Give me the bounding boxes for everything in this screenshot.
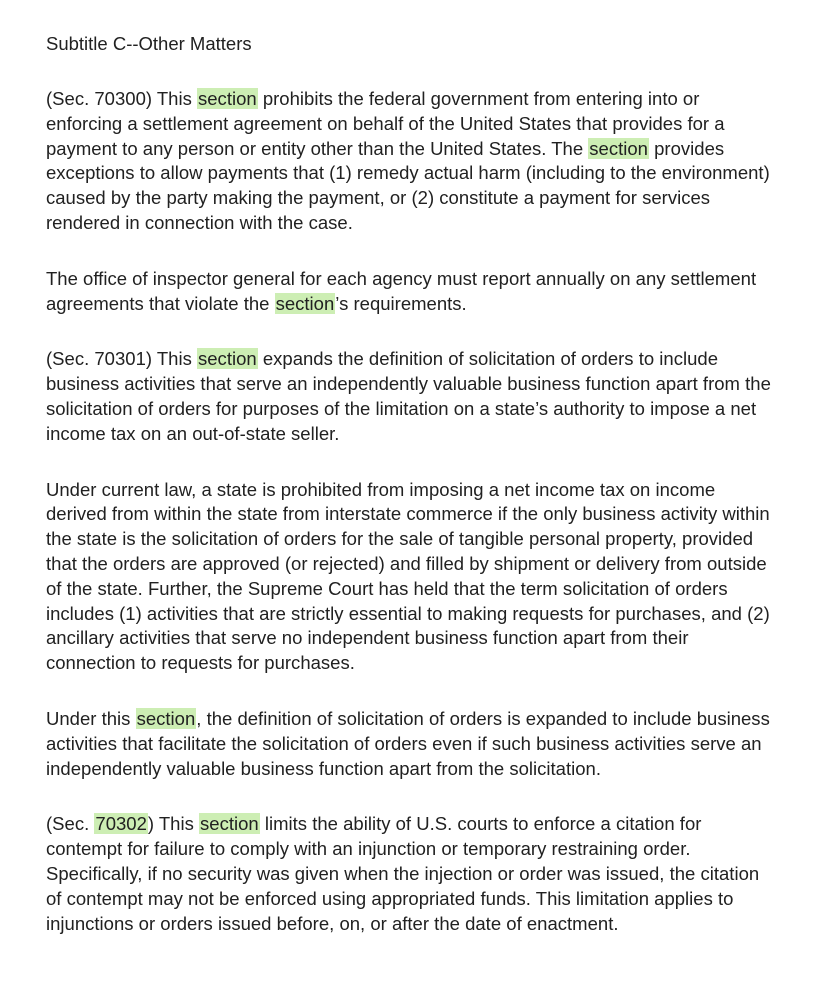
paragraph-text: (Sec. 70300) This	[46, 88, 197, 109]
paragraph	[46, 812, 773, 936]
paragraph-text: Under this	[46, 707, 136, 729]
search-highlight: section	[200, 813, 259, 835]
search-highlight: section	[136, 707, 196, 729]
search-highlight: section	[275, 292, 335, 314]
paragraph-text: (Sec.	[46, 813, 95, 835]
paragraph-text: prohibits the federal government from entering into or enforcing a settlement agreement on behalf of the United States that provides for a payment to any person or entity other than the United States. The	[46, 88, 725, 159]
paragraph	[46, 707, 773, 781]
search-highlight: 70302	[95, 813, 147, 835]
paragraph-list	[46, 87, 773, 936]
paragraph	[46, 267, 773, 317]
search-highlight: section	[198, 88, 257, 109]
paragraph-text: The office of inspector general for each agency must report annually on any settlement agreements that violate the	[46, 267, 757, 314]
paragraph-text: ) This	[147, 813, 200, 835]
paragraph-text: limits the ability of U.S. courts to enforce a citation for contempt for failure to comply with an injunction or temporary restraining order. Specifically, if no security was given when the injection or order was issued, the citation of contempt may not be enforced using appropriated funds. This limitation applies to injunctions or orders issued before, on, or after the date of enactment.	[46, 813, 760, 934]
paragraph	[46, 87, 773, 236]
paragraph-text: , the definition of solicitation of orders is expanded to include business activities that facilitate the solicitation of orders even if such business activities serve an independently valuable business function apart from the solicitation.	[46, 707, 770, 779]
paragraph-text: (Sec. 70301) This	[46, 348, 197, 370]
paragraph-text: expands the definition of solicitation of orders to include business activities that serve an independently valuable business function apart from the solicitation of orders for purposes of the limitation on a state’s authority to impose a net income tax on an out-of-state seller.	[46, 348, 771, 444]
paragraph	[46, 478, 773, 676]
paragraph-text: Under current law, a state is prohibited from imposing a net income tax on income derived from within the state from interstate commerce if the only business activity within the state is the solicitation of orders for the sale of tangible personal property, provided that the orders are approved (or rejected) and filled by shipment or delivery from outside of the state. Further, the Supreme Court has held that the term solicitation of orders includes (1) activities that are strictly essential to making requests for purchases, and (2) ancillary activities that serve no independent business function apart from their connection to requests for purchases.	[46, 478, 770, 674]
search-highlight: section	[198, 348, 257, 370]
subtitle-heading: Subtitle C--Other Matters	[46, 33, 252, 54]
paragraph	[46, 347, 773, 446]
search-highlight: section	[589, 137, 648, 159]
paragraph-text: provides exceptions to allow payments that (1) remedy actual harm (including to the environment) caused by the party making the payment, or (2) constitute a payment for services rendered in connection with the case.	[46, 137, 770, 233]
paragraph-text: ’s requirements.	[335, 292, 467, 314]
